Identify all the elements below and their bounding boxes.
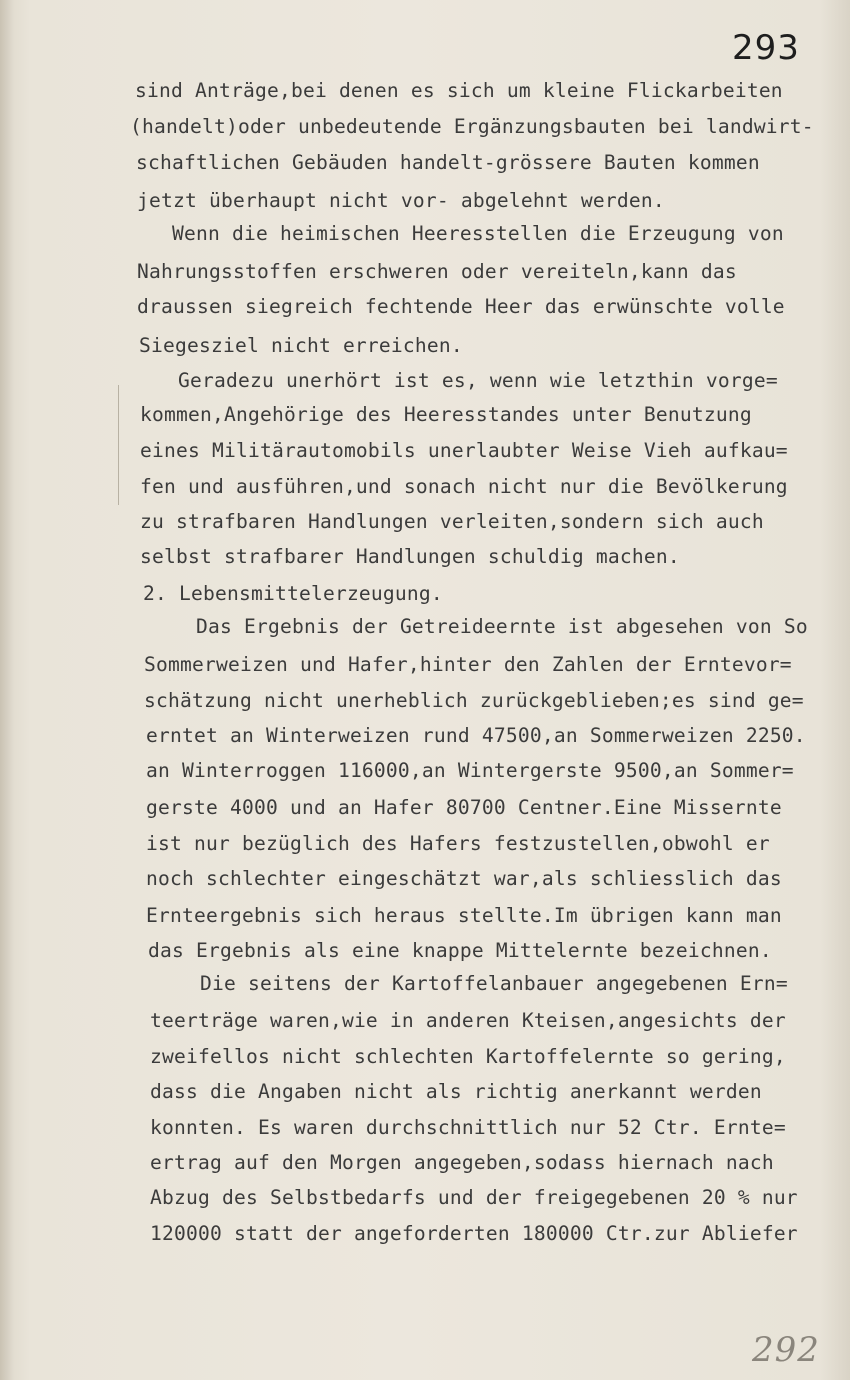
text-line: Das Ergebnis der Getreideernte ist abgesehen von So (196, 615, 808, 638)
text-line: Die seitens der Kartoffelanbauer angegebenen Ern= (200, 972, 788, 995)
text-line: dass die Angaben nicht als richtig anerkannt werden (150, 1080, 762, 1103)
page-binding-edge (0, 0, 14, 1380)
text-line: fen und ausführen,und sonach nicht nur die Bevölkerung (140, 475, 788, 498)
text-line: zu strafbaren Handlungen verleiten,sondern sich auch (140, 510, 764, 533)
text-line: Sommerweizen und Hafer,hinter den Zahlen der Erntevor= (144, 653, 792, 676)
text-line: erntet an Winterweizen rund 47500,an Sommerweizen 2250. (146, 724, 806, 747)
text-line: 120000 statt der angeforderten 180000 Ctr.zur Abliefer (150, 1222, 798, 1245)
text-line: Geradezu unerhört ist es, wenn wie letzthin vorge= (178, 369, 778, 392)
text-line: jetzt überhaupt nicht vor- abgelehnt werden. (137, 189, 665, 212)
text-line: schaftlichen Gebäuden handelt-grössere Bauten kommen (136, 151, 760, 174)
text-line: (handelt)oder unbedeutende Ergänzungsbauten bei landwirt- (130, 115, 814, 138)
text-line: gerste 4000 und an Hafer 80700 Centner.Eine Missernte (146, 796, 782, 819)
text-line: Abzug des Selbstbedarfs und der freigegebenen 20 % nur (150, 1186, 798, 1209)
text-line: an Winterroggen 116000,an Wintergerste 9500,an Sommer= (146, 759, 794, 782)
text-line: selbst strafbarer Handlungen schuldig machen. (140, 545, 680, 568)
text-line: zweifellos nicht schlechten Kartoffelernte so gering, (150, 1045, 786, 1068)
text-line: ertrag auf den Morgen angegeben,sodass hiernach nach (150, 1151, 774, 1174)
text-line: das Ergebnis als eine knappe Mittelernte bezeichnen. (148, 939, 772, 962)
section-heading: 2. Lebensmittelerzeugung. (143, 582, 443, 605)
text-line: konnten. Es waren durchschnittlich nur 52 Ctr. Ernte= (150, 1116, 786, 1139)
text-line: sind Anträge,bei denen es sich um kleine Flickarbeiten (135, 79, 783, 102)
text-line: schätzung nicht unerheblich zurückgeblieben;es sind ge= (144, 689, 804, 712)
page-number: 293 (732, 28, 800, 68)
text-line: eines Militärautomobils unerlaubter Weise Vieh aufkau= (140, 439, 788, 462)
text-line: noch schlechter eingeschätzt war,als schliesslich das (146, 867, 782, 890)
text-line: Wenn die heimischen Heeresstellen die Erzeugung von (172, 222, 784, 245)
archive-pencil-number: 292 (752, 1330, 820, 1370)
text-line: Nahrungsstoffen erschweren oder vereiteln,kann das (137, 260, 737, 283)
margin-pencil-mark (118, 385, 119, 505)
text-line: Siegesziel nicht erreichen. (139, 334, 463, 357)
text-line: kommen,Angehörige des Heeresstandes unter Benutzung (140, 403, 752, 426)
text-line: draussen siegreich fechtende Heer das erwünschte volle (137, 295, 785, 318)
text-line: Ernteergebnis sich heraus stellte.Im übrigen kann man (146, 904, 782, 927)
text-line: teerträge waren,wie in anderen Kteisen,angesichts der (150, 1009, 786, 1032)
text-line: ist nur bezüglich des Hafers festzustellen,obwohl er (146, 832, 770, 855)
